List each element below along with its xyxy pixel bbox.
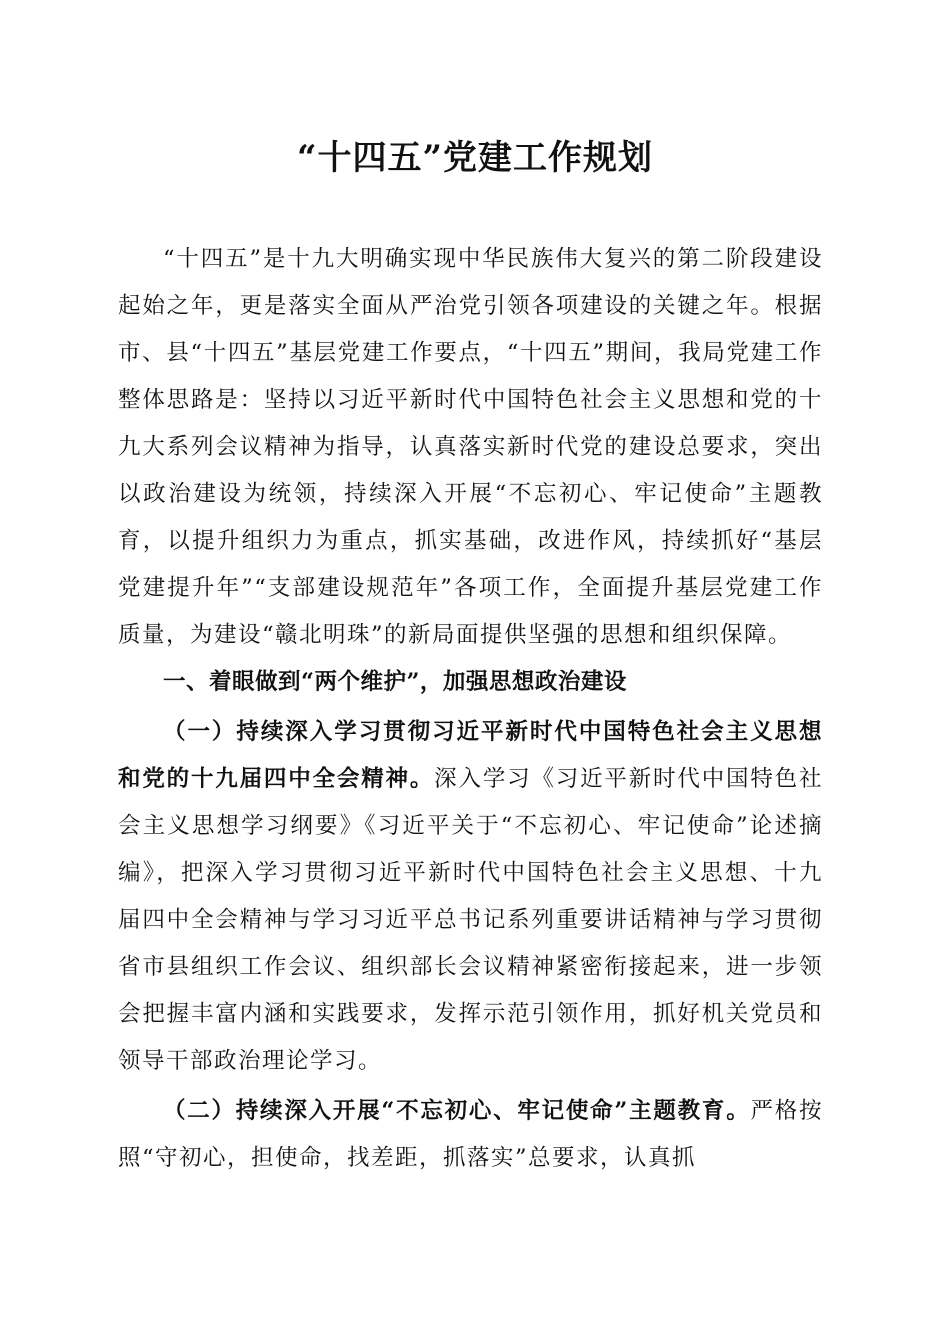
document-title: “十四五”党建工作规划 xyxy=(296,138,654,178)
intro-paragraph: “十四五”是十九大明确实现中华民族伟大复兴的第二阶段建设起始之年，更是落实全面从严治党引领各项建设的关键之年。根据市、县“十四五”基层党建工作要点，“十四五”期间，我局党建工作整体思路是：坚持以习近平新时代中国特色社会主义思想和党的十九大系列会议精神为指导，认真落实新时代党的建设总要求，突出以政治建设为统领，持续深入开展“不忘初心、牢记使命”主题教育，以提升组织力为重点，抓实基础，改进作风，持续抓好“基层党建提升年”“支部建设规范年”各项工作，全面提升基层党建工作质量，为建设“赣北明珠”的新局面提供坚强的思想和组织保障。 xyxy=(118,246,823,648)
item-paragraph-2 xyxy=(118,1088,823,1182)
item-1-body: 深入学习《习近平新时代中国特色社会主义思想学习纲要》《习近平关于“不忘初心、牢记使命”论述摘编》，把深入学习贯彻习近平新时代中国特色社会主义思想、十九届四中全会精神与学习习近平总书记系列重要讲话精神与学习贯彻省市县组织工作会议、组织部长会议精神紧密衔接起来，进一步领会把握丰富内涵和实践要求，发挥示范引领作用，抓好机关党员和领导干部政治理论学习。 xyxy=(118,766,823,1074)
item-1-lead: （一）持续深入学习贯彻习近平新时代中国特色社会主义思想和党的十九届四中全会精神。 xyxy=(118,719,823,792)
item-paragraph-1 xyxy=(118,709,823,1085)
document-body xyxy=(118,236,823,1182)
section-heading-1: 一、着眼做到“两个维护”，加强思想政治建设 xyxy=(163,669,627,695)
item-2-lead: （二）持续深入开展“不忘初心、牢记使命”主题教育。 xyxy=(163,1098,751,1124)
item-2-body: 严格按照“守初心，担使命，找差距，抓落实”总要求，认真抓 xyxy=(118,1098,823,1171)
